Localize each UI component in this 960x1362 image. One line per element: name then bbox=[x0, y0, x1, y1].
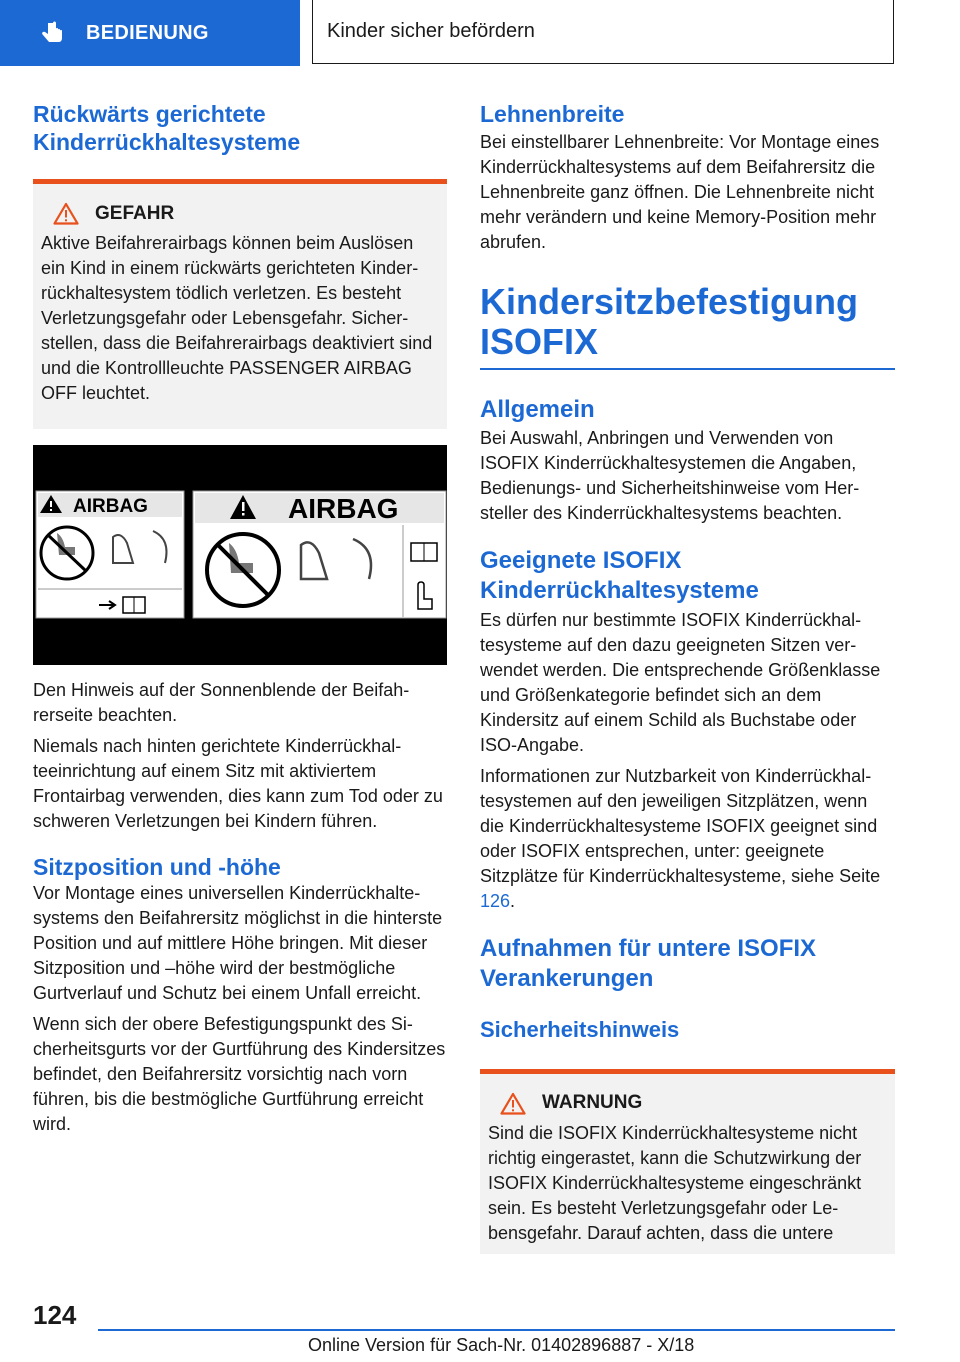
warning-triangle-icon bbox=[53, 202, 79, 225]
heading-rear-facing: Rückwärts gerichtete Kinderrückhaltesysteme bbox=[33, 101, 301, 155]
warning-text: Sind die ISOFIX Kinderrückhaltesysteme nicht richtig eingerastet, kann die Schutzwirkung der ISOFIX Kinderrückhaltesysteme eingeschränkt sein. Es besteht Verletzungsgefahr oder Lebensgefahr. Darauf achten, dass die untere bbox=[488, 1122, 862, 1243]
section-tab[interactable] bbox=[0, 0, 300, 66]
paragraph-usability-info bbox=[480, 764, 895, 914]
airbag-sticker-illustration bbox=[33, 445, 447, 665]
heading-seat-position: Sitzposition und -höhe bbox=[33, 854, 281, 880]
heading-lower-anchors: Aufnahmen für untere ISOFIX Verankerungen bbox=[480, 934, 817, 992]
danger-text: Aktive Beifahrerairbags können beim Auslösen ein Kind in einem rückwärts gerichteten Kinderrückhaltesystem tödlich verletzen. Es besteht Verletzungsgefahr oder Lebensgefahr. Sicherstellen, dass die Beifahrerairbags deaktiviert sind und die Kontrollleuchte PASSENGER AIRBAG OFF leuchtet. bbox=[41, 233, 433, 403]
usability-info-text: Informationen zur Nutzbarkeit von Kinderrückhaltesystemen auf den jeweiligen Sitzplätzen, wenn die Kinderrückhaltesysteme ISOFIX geeignet sind oder ISOFIX entsprechen, unter: geeignete Sitzplätze für Kinderrückhaltesysteme, siehe Seite bbox=[480, 765, 881, 886]
footer-divider bbox=[98, 1329, 895, 1331]
airbag-large-text: AIRBAG bbox=[288, 493, 399, 524]
paragraph-backrest-width: Bei einstellbarer Lehnenbreite: Vor Montage eines Kinderrückhaltesystems auf dem Beifahrersitz die Lehnenbreite ganz öffnen. Die Lehnenbreite nicht mehr verändern und keine Memory-Position mehr abrufen. bbox=[480, 132, 880, 252]
paragraph-seat-position: Vor Montage eines universellen Kinderrückhaltesystems den Beifahrersitz möglichst in die hinterste Position und auf mittlere Höhe bringen. Mit dieser Sitzposition und –höhe wird der bestmögliche Gurtverlauf und Schutz bei einem Unfall erreicht. bbox=[33, 883, 443, 1003]
chapter-title: Kinder sicher befördern bbox=[327, 20, 535, 42]
heading-general: Allgemein bbox=[480, 395, 595, 423]
heading-safety-note: Sicherheitshinweis bbox=[480, 1016, 680, 1042]
right-column bbox=[480, 100, 895, 1254]
paragraph-general: Bei Auswahl, Anbringen und Verwenden von ISOFIX Kinderrückhaltesystemen die Angaben, Bedienungs- und Sicherheitshinweise vom Hersteller des Kinderrückhaltesystems beachten. bbox=[480, 427, 860, 523]
left-column bbox=[33, 100, 447, 1137]
warning-label: WARNUNG bbox=[542, 1092, 643, 1113]
danger-box bbox=[33, 179, 447, 429]
hand-pointer-icon bbox=[40, 20, 66, 46]
heading-backrest-width: Lehnenbreite bbox=[480, 101, 625, 127]
paragraph-never-rearward: Niemals nach hinten gerichtete Kinderrückhalteeinrichtung auf einem Sitz mit aktiviertem Frontairbag verwenden, dies kann zum Tod oder zu schweren Verletzungen bei Kindern führen. bbox=[33, 736, 443, 831]
usability-info-end: . bbox=[510, 890, 516, 911]
paragraph-sunvisor: Den Hinweis auf der Sonnenblende der Beifahrerseite beachten. bbox=[33, 680, 410, 725]
heading-divider bbox=[480, 368, 895, 370]
airbag-label-image bbox=[33, 445, 447, 665]
warning-triangle-icon bbox=[500, 1092, 526, 1115]
warning-box bbox=[480, 1069, 895, 1254]
paragraph-upper-anchor: Wenn sich der obere Befestigungspunkt des Sicherheitsgurts vor der Gurtführung des Kindersitzes befindet, den Beifahrersitz vorsichtig nach vorn führen, bis die bestmögliche Gurtführung erreicht wird. bbox=[33, 1014, 446, 1134]
chapter-box bbox=[312, 0, 894, 64]
page-link-126[interactable]: 126 bbox=[480, 890, 511, 911]
danger-label: GEFAHR bbox=[95, 202, 175, 224]
paragraph-suitable-isofix: Es dürfen nur bestimmte ISOFIX Kinderrückhaltesysteme auf den dazu geeigneten Sitzen verwendet werden. Die entsprechende Größenklasse und Größenkategorie befindet sich an dem Kindersitz auf einem Schild als Buchstabe oder ISO-Angabe. bbox=[480, 609, 881, 755]
page-header bbox=[0, 0, 960, 66]
footer-online-version: Online Version für Sach-Nr. 01402896887 - X/18 bbox=[308, 1335, 695, 1355]
heading-suitable-isofix: Geeignete ISOFIX Kinderrückhaltesysteme bbox=[480, 546, 759, 604]
section-label: BEDIENUNG bbox=[86, 21, 209, 44]
page-number: 124 bbox=[33, 1300, 77, 1330]
airbag-small-text: AIRBAG bbox=[73, 496, 148, 517]
heading-isofix: Kindersitzbefestigung ISOFIX bbox=[480, 281, 859, 362]
